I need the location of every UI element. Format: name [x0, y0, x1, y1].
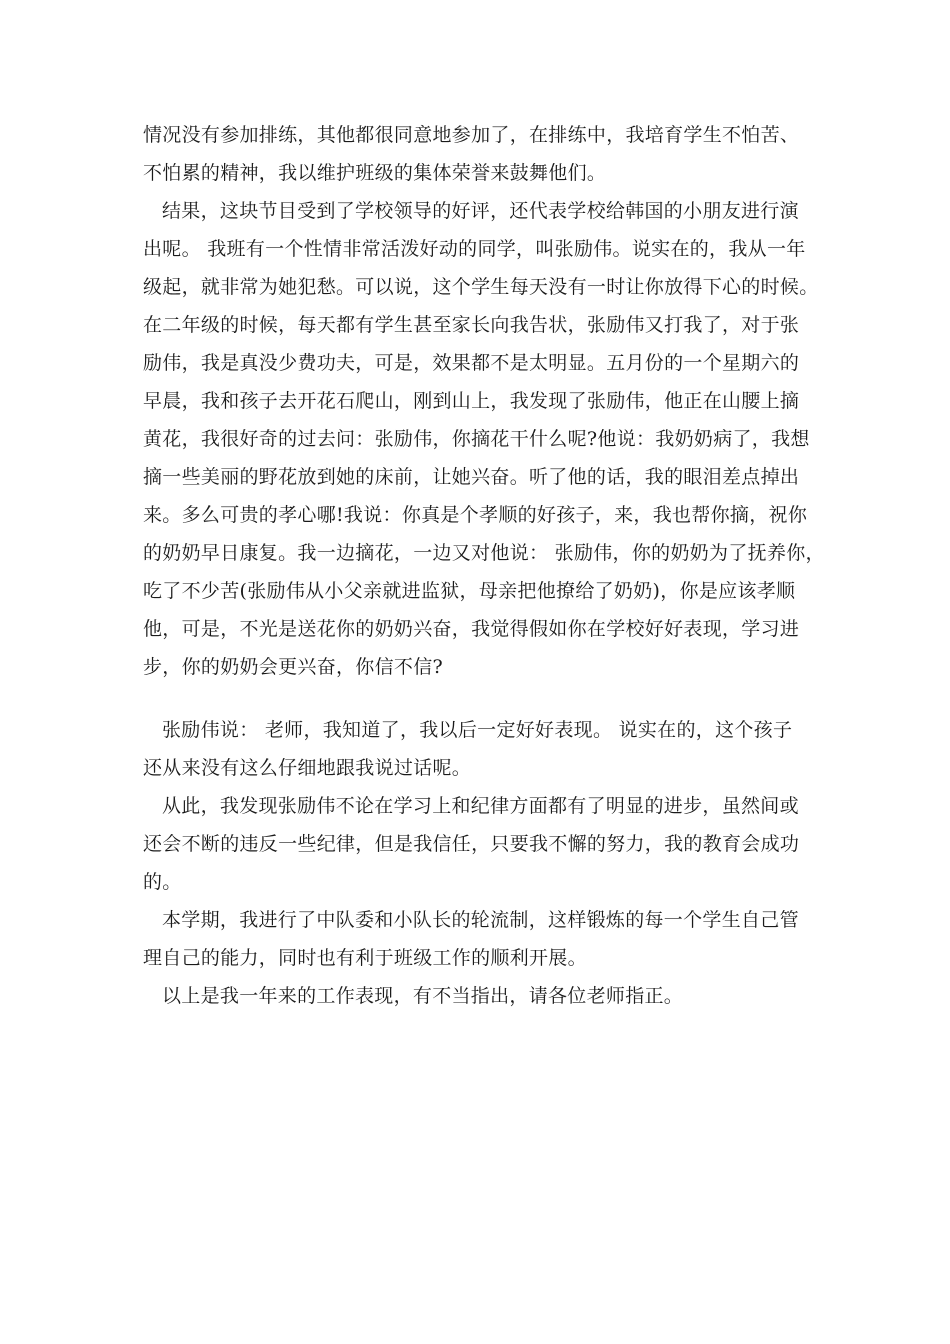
text-line: 他，可是，不光是送花你的奶奶兴奋，我觉得假如你在学校好好表现，学习进 — [143, 618, 800, 640]
text-line: 结果，这块节目受到了学校领导的好评，还代表学校给韩国的小朋友进行演 — [162, 200, 799, 222]
text-line: 不怕累的精神，我以维护班级的集体荣誉来鼓舞他们。 — [143, 162, 607, 184]
text-line: 从此，我发现张励伟不论在学习上和纪律方面都有了明显的进步，虽然间或 — [162, 795, 799, 817]
text-line: 吃了不少苦(张励伟从小父亲就进监狱，母亲把他撩给了奶奶)，你是应该孝顺 — [143, 580, 796, 602]
text-line: 黄花，我很好奇的过去问：张励伟，你摘花干什么呢?他说：我奶奶病了，我想 — [143, 428, 810, 450]
text-line: 早晨，我和孩子去开花石爬山，刚到山上，我发现了张励伟，他正在山腰上摘 — [143, 390, 800, 412]
text-line: 本学期，我进行了中队委和小队长的轮流制，这样锻炼的每一个学生自己管 — [162, 909, 799, 931]
text-line: 步，你的奶奶会更兴奋，你信不信? — [143, 656, 443, 678]
text-line: 出呢。 我班有一个性情非常活泼好动的同学，叫张励伟。说实在的，我从一年 — [143, 238, 806, 260]
text-line: 还会不断的违反一些纪律，但是我信任，只要我不懈的努力，我的教育会成功 — [143, 833, 800, 855]
text-line: 励伟，我是真没少费功夫，可是，效果都不是太明显。五月份的一个星期六的 — [143, 352, 800, 374]
text-line: 张励伟说： 老师，我知道了，我以后一定好好表现。 说实在的，这个孩子 — [162, 719, 793, 741]
text-line: 来。多么可贵的孝心哪!我说：你真是个孝顺的好孩子，来，我也帮你摘，祝你 — [143, 504, 808, 526]
text-line: 摘一些美丽的野花放到她的床前，让她兴奋。听了他的话，我的眼泪差点掉出 — [143, 466, 800, 488]
text-line: 级起，就非常为她犯愁。可以说，这个学生每天没有一时让你放得下心的时候。 — [143, 276, 819, 298]
text-line: 还从来没有这么仔细地跟我说过话呢。 — [143, 757, 472, 779]
text-line: 以上是我一年来的工作表现，有不当指出，请各位老师指正。 — [162, 985, 684, 1007]
text-line: 理自己的能力，同时也有利于班级工作的顺利开展。 — [143, 947, 587, 969]
text-line: 在二年级的时候，每天都有学生甚至家长向我告状，张励伟又打我了，对于张 — [143, 314, 800, 336]
text-line: 的。 — [143, 871, 182, 893]
text-line: 的奶奶早日康复。我一边摘花，一边又对他说： 张励伟，你的奶奶为了抚养你， — [143, 542, 825, 564]
text-line: 情况没有参加排练，其他都很同意地参加了，在排练中，我培育学生不怕苦、 — [143, 124, 800, 146]
